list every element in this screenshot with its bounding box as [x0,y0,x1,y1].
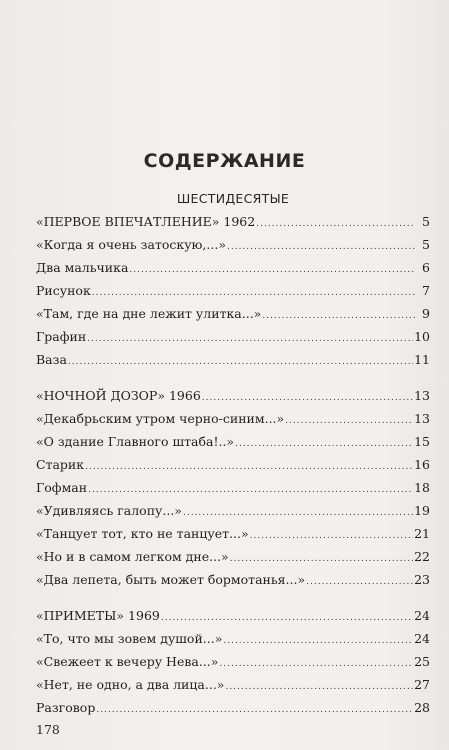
toc-entry-title: Гофман [36,480,88,495]
toc-entry[interactable] [36,650,430,673]
toc-entry-page: 24 [414,631,430,646]
toc-entry-page: 5 [422,214,430,229]
toc-entry-title: «НОЧНОЙ ДОЗОР» 1966 [36,388,201,403]
toc-entry-title: «Свежеет к вечеру Нева...» [36,654,219,669]
page-number: 178 [36,722,60,737]
toc-entry-page: 7 [422,283,430,298]
toc-entry-title: «То, что мы зовем душой...» [36,631,223,646]
toc-entry[interactable] [36,673,430,696]
toc-entry[interactable] [36,604,430,627]
dot-leader [85,456,413,479]
toc-entry-page: 10 [414,329,430,344]
toc-entry[interactable] [36,568,430,591]
dot-leader [262,305,415,328]
dot-leader [129,259,415,282]
toc-entry-title: Графин [36,329,87,344]
toc-entry-title: «Декабрьским утром черно-синим...» [36,411,285,426]
toc-entry-title: «Но и в самом легком дне...» [36,549,229,564]
toc-entry[interactable] [36,522,430,545]
toc-entry-page: 19 [414,503,430,518]
toc-entry-page: 5 [422,237,430,252]
contents-title: СОДЕРЖАНИЕ [143,150,306,172]
dot-leader [68,351,413,374]
toc-entry[interactable] [36,210,430,233]
toc-entry-title: Ваза [36,352,67,367]
toc-entry-page: 6 [422,260,430,275]
toc-entry[interactable] [36,348,430,371]
toc-entry[interactable] [36,545,430,568]
toc-entry[interactable] [36,384,430,407]
toc-entry-page: 15 [414,434,430,449]
dot-leader [225,676,413,699]
toc-entry[interactable] [36,256,430,279]
dot-leader [219,653,413,676]
dot-leader [256,213,415,236]
toc-entry-title: Рисунок [36,283,91,298]
toc-entry-page: 23 [414,572,430,587]
toc-entry[interactable] [36,302,430,325]
toc-entry-title: «Когда я очень затоскую,...» [36,237,226,252]
dot-leader [87,328,413,351]
toc-entry-title: Старик [36,457,85,472]
toc-entry-title: Разговор [36,700,96,715]
toc-entry[interactable] [36,453,430,476]
toc-entry-page: 25 [414,654,430,669]
toc-entry[interactable] [36,407,430,430]
toc-entry-page: 28 [414,700,430,715]
toc-entry-page: 21 [414,526,430,541]
toc-entry-title: «Удивляясь галопу...» [36,503,182,518]
dot-leader [235,433,413,456]
toc-entry-page: 27 [414,677,430,692]
toc-entry[interactable] [36,279,430,302]
toc-entry[interactable] [36,627,430,650]
toc-entry-page: 16 [414,457,430,472]
toc-entry[interactable] [36,430,430,453]
dot-leader [227,236,415,259]
toc-entry[interactable] [36,325,430,348]
dot-leader [96,699,413,722]
toc-entry-title: «ПРИМЕТЫ» 1969 [36,608,160,623]
toc-entry[interactable] [36,233,430,256]
toc-entry-page: 22 [414,549,430,564]
toc-entry[interactable] [36,696,430,719]
toc-entry-page: 13 [414,411,430,426]
dot-leader [250,525,413,548]
table-of-contents [36,187,430,719]
toc-entry[interactable] [36,499,430,522]
toc-entry-title: «Танцует тот, кто не танцует...» [36,526,249,541]
section-heading: ШЕСТИДЕСЯТЫЕ [176,191,290,206]
toc-entry-page: 24 [414,608,430,623]
toc-entry-page: 13 [414,388,430,403]
toc-entry-page: 18 [414,480,430,495]
toc-entry-page: 11 [414,352,430,367]
dot-leader [223,630,413,653]
dot-leader [306,571,413,594]
toc-entry-title: «Там, где на дне лежит улитка...» [36,306,262,321]
dot-leader [285,410,413,433]
toc-entry-page: 9 [422,306,430,321]
toc-entry-title: «Нет, не одно, а два лица...» [36,677,225,692]
toc-entry-title: Два мальчика [36,260,129,275]
toc-entry-title: «Два лепета, быть может бормотанья...» [36,572,306,587]
toc-entry-title: «ПЕРВОЕ ВПЕЧАТЛЕНИЕ» 1962 [36,214,256,229]
toc-entry[interactable] [36,476,430,499]
toc-entry-title: «О здание Главного штаба!..» [36,434,235,449]
